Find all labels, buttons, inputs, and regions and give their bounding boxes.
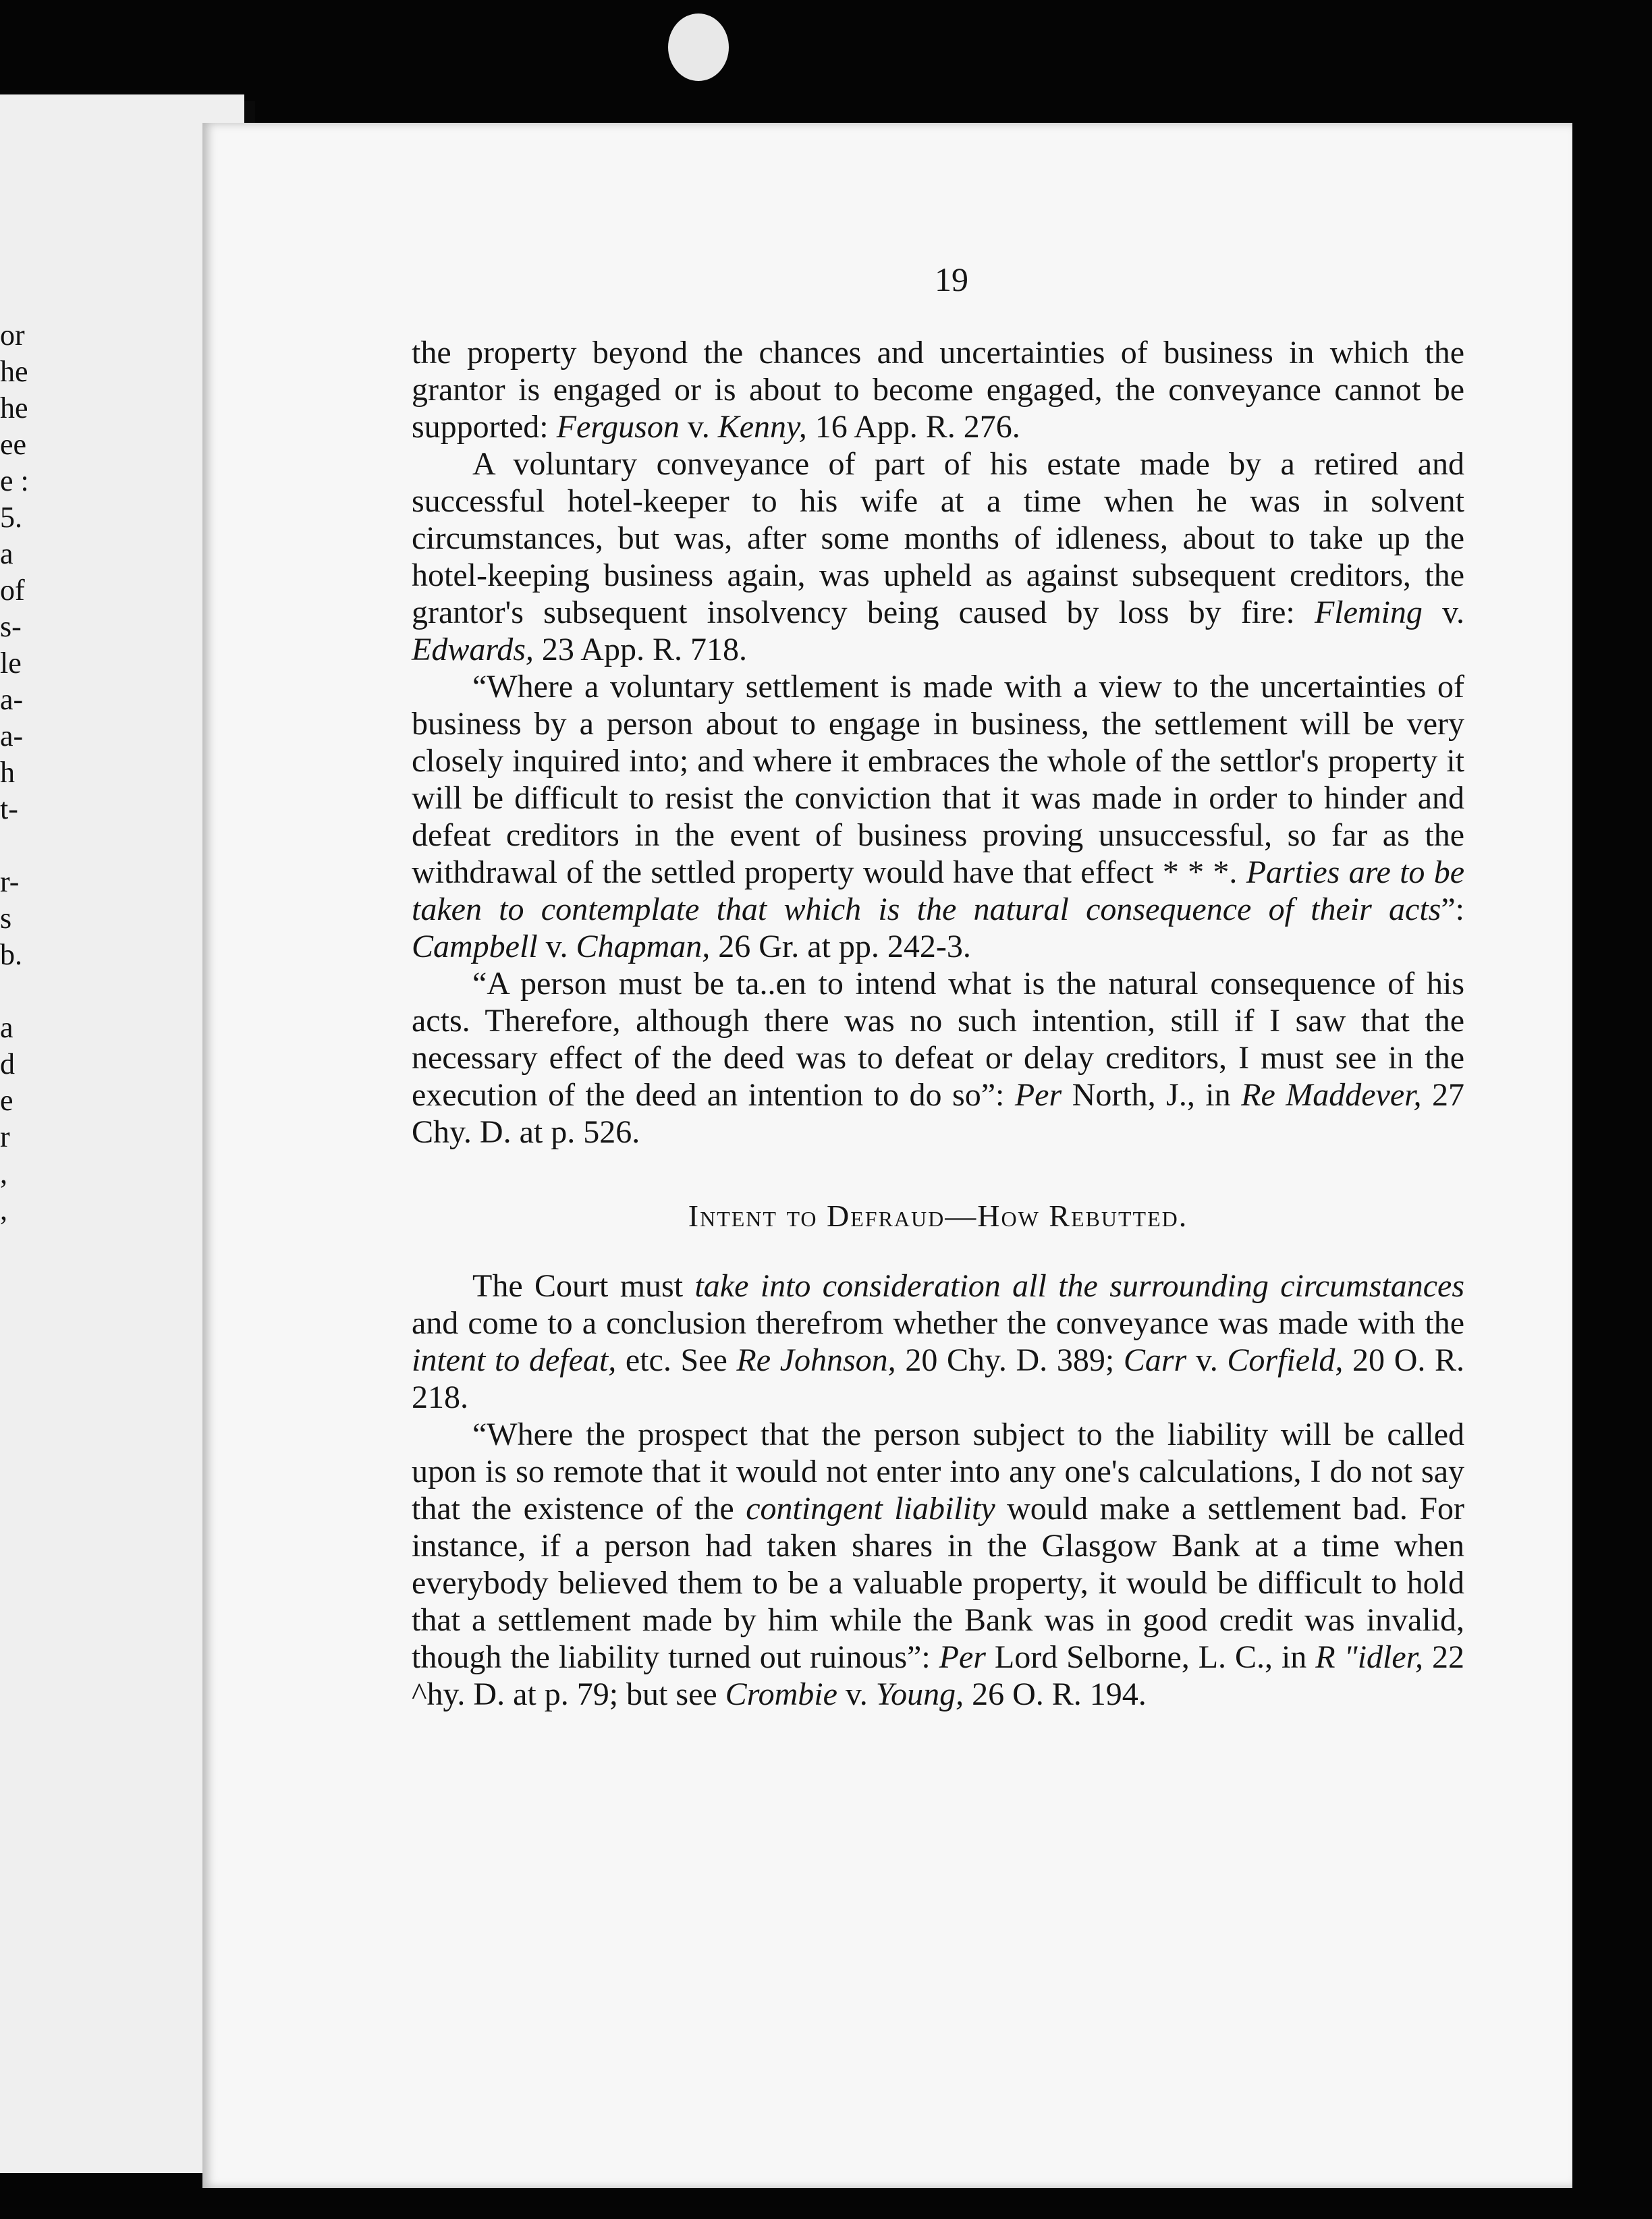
paragraph xyxy=(412,965,1464,1151)
text-run: 22 ^hy. D. at p. 79; but see xyxy=(412,1639,1464,1712)
text-run: v. xyxy=(837,1676,876,1712)
left-page-fragment: r- xyxy=(0,865,20,898)
italic-run: Carr xyxy=(1123,1342,1187,1378)
left-page-fragment: 5. xyxy=(0,501,22,534)
italic-run: Campbell xyxy=(412,929,538,964)
text-run: 16 App. R. 276. xyxy=(806,409,1020,445)
italic-run: Corfield, xyxy=(1227,1342,1344,1378)
paragraph xyxy=(412,445,1464,668)
text-run: North, J., in xyxy=(1062,1077,1242,1113)
left-page-fragment: e : xyxy=(0,464,29,497)
left-page-text-fragments xyxy=(0,317,40,1228)
left-page-fragment: e xyxy=(0,1084,13,1117)
text-run: v. xyxy=(679,409,718,445)
italic-run: Per xyxy=(939,1639,986,1675)
text-run: 26 Gr. at pp. 242-3. xyxy=(710,929,971,964)
left-page-fragment: a- xyxy=(0,719,24,752)
text-run: 27 Chy. D. at p. 526. xyxy=(412,1077,1465,1150)
text-run: the property beyond the chances and uncertainties of business in which the grantor is engaged or is about to become engaged, the conveyance cannot be supported: xyxy=(412,335,1464,445)
left-page-fragment: le xyxy=(0,647,22,680)
text-run xyxy=(1336,1639,1344,1675)
left-page-fragment: of xyxy=(0,574,25,607)
text-run: A voluntary conveyance of part of his estate made by a retired and successful hotel-keeper to his wife at a time when he was in solvent circumstances, but was, after some months of idleness, about to take up the hotel-keeping business again, was upheld as against subsequent creditors, the grantor's subsequent insolvency being caused by loss by fire: xyxy=(412,446,1464,630)
text-run: and come to a conclusion therefrom whether the conveyance was made with the xyxy=(412,1305,1464,1341)
left-page-fragment: he xyxy=(0,391,28,424)
italic-run: Crombie xyxy=(725,1676,837,1712)
text-run: v. xyxy=(537,929,576,964)
left-page-fragment: a xyxy=(0,537,13,570)
page-blemish xyxy=(668,13,729,81)
left-page-fragment xyxy=(0,973,40,1010)
left-page-fragment: r xyxy=(0,1120,10,1153)
left-page-fragment: a- xyxy=(0,683,24,716)
text-run: 26 O. R. 194. xyxy=(964,1676,1147,1712)
text-run: ”: xyxy=(1441,892,1464,927)
italic-run: Fleming xyxy=(1314,595,1423,630)
italic-run: "idler, xyxy=(1344,1639,1424,1675)
paragraph xyxy=(412,1416,1464,1713)
italic-run: Edwards, xyxy=(412,632,534,667)
paragraph xyxy=(412,1267,1464,1416)
text-run: 20 O. R. 218. xyxy=(412,1342,1465,1415)
left-page-fragment: a xyxy=(0,1011,13,1044)
left-page-fragment: s xyxy=(0,902,12,935)
left-page-fragment: d xyxy=(0,1047,15,1080)
left-page-fragment xyxy=(0,827,40,864)
italic-run: R xyxy=(1315,1639,1336,1675)
text-run: 20 Chy. D. 389; xyxy=(896,1342,1124,1378)
left-page-fragment: h xyxy=(0,756,15,789)
italic-run: Chapman, xyxy=(576,929,711,964)
text-run: “Where the prospect that the person subject to the liability will be called upon is so remote that it would not enter into any one's calculations, I do not say that the existence of the xyxy=(412,1417,1464,1527)
italic-run: Young, xyxy=(875,1676,964,1712)
page-number: 19 xyxy=(935,261,968,298)
left-page-fragment: t- xyxy=(0,792,18,825)
italic-run: intent to defeat, xyxy=(412,1342,617,1378)
text-run: etc. See xyxy=(616,1342,737,1378)
text-run: The Court must xyxy=(472,1268,695,1304)
left-page-fragment: he xyxy=(0,355,28,388)
italic-run: take into consideration all the surrounding circumstances xyxy=(694,1268,1464,1304)
page-body xyxy=(412,334,1464,1713)
left-page-fragment: s- xyxy=(0,610,22,643)
italic-run: contingent liability xyxy=(746,1491,995,1527)
italic-run: Per xyxy=(1014,1077,1062,1113)
italic-run: Re Maddever, xyxy=(1241,1077,1422,1113)
left-page-fragment: , xyxy=(0,1193,7,1226)
text-run: 23 App. R. 718. xyxy=(533,632,747,667)
italic-run: Re Johnson, xyxy=(736,1342,896,1378)
italic-run: Ferguson xyxy=(556,409,680,445)
italic-run: Parties are to be taken to contemplate that which is the natural consequence of their acts xyxy=(412,854,1465,927)
text-run: v. xyxy=(1422,595,1464,630)
paragraph xyxy=(412,334,1464,445)
left-page-fragment: ee xyxy=(0,428,27,461)
section-heading: Intent to Defraud—How Rebutted. xyxy=(688,1199,1188,1233)
text-run: v. xyxy=(1186,1342,1228,1378)
left-page-fragment: , xyxy=(0,1157,7,1190)
text-run: Lord Selborne, L. C., in xyxy=(985,1639,1316,1675)
left-page-fragment: b. xyxy=(0,938,22,971)
left-page-fragment: or xyxy=(0,319,25,352)
text-run: “A person must be ta..en to intend what is the natural consequence of his acts. Therefore, although there was no such intention, still if I saw that the necessary effect of the deed was to defeat or delay creditors, I must see in the execution of the deed an intention to do so”: xyxy=(412,966,1464,1113)
paragraph xyxy=(412,668,1464,965)
text-run: would make a settlement bad. For instance, if a person had taken shares in the Glasgow Bank at a time when everybody believed them to be a valuable property, it would be difficult to hold that a settlement made by him while the Bank was in good credit was invalid, though the liability turned out ruinous”: xyxy=(412,1491,1464,1675)
text-run: “Where a voluntary settlement is made with a view to the uncertainties of business by a person about to engage in business, the settlement will be very closely inquired into; and where it embraces the whole of the settlor's property it will be difficult to resist the conviction that it was made in order to hinder and defeat creditors in the event of business proving unsuccessful, so far as the withdrawal of the settled property would have that effect * * *. xyxy=(412,669,1464,890)
italic-run: Kenny, xyxy=(717,409,807,445)
